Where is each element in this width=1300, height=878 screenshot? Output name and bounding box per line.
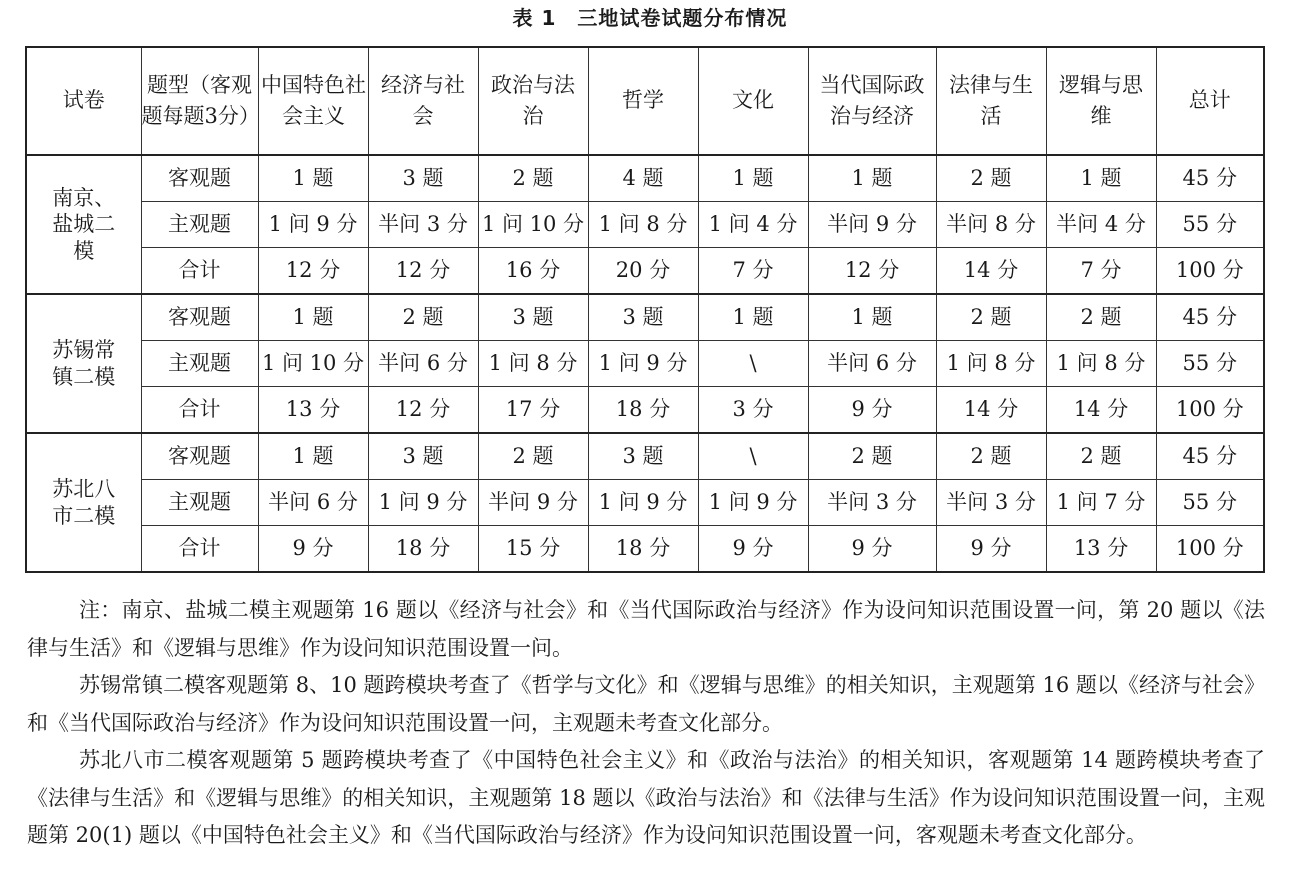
table-cell: 18 分	[588, 526, 698, 573]
table-cell: 1 问 4 分	[698, 202, 808, 248]
header-cell: 中国特色社会主义	[258, 47, 368, 155]
table-cell: 12 分	[368, 387, 478, 434]
table-cell: 3 分	[698, 387, 808, 434]
table-cell: 主观题	[141, 202, 258, 248]
table-cell: 16 分	[478, 248, 588, 295]
header-cell: 当代国际政治与经济	[808, 47, 936, 155]
table-cell: 7 分	[1046, 248, 1156, 295]
table-cell: 100 分	[1156, 526, 1264, 573]
note-paragraph: 苏北八市二模客观题第 5 题跨模块考查了《中国特色社会主义》和《政治与法治》的相关知识，客观题第 14 题跨模块考查了《法律与生活》和《逻辑与思维》的相关知识，主观题第 18 题以《政治与法治》和《法律与生活》作为设问知识范围设置一问，主观题第 20(1) 题以《中国特色社会主义》和《当代国际政治与经济》作为设问知识范围设置一问，客观题未考查文化部分。	[27, 748, 1265, 847]
table-cell: 1 题	[808, 155, 936, 202]
header-cell: 哲学	[588, 47, 698, 155]
table-cell: 合计	[141, 526, 258, 573]
table-cell: 2 题	[1046, 294, 1156, 341]
table-cell: 2 题	[936, 294, 1046, 341]
table-cell: \	[698, 433, 808, 480]
table-cell: 2 题	[936, 155, 1046, 202]
header-cell: 文化	[698, 47, 808, 155]
table-cell: 客观题	[141, 294, 258, 341]
table-cell: 14 分	[1046, 387, 1156, 434]
table-cell: 1 问 9 分	[368, 480, 478, 526]
table-cell: 1 问 9 分	[588, 341, 698, 387]
table-row	[26, 387, 1264, 434]
table-cell: 半问 8 分	[936, 202, 1046, 248]
table-row	[26, 294, 1264, 341]
table-cell: 半问 9 分	[808, 202, 936, 248]
table-cell: 1 题	[1046, 155, 1156, 202]
table-cell: 100 分	[1156, 248, 1264, 295]
table-cell: 半问 6 分	[258, 480, 368, 526]
table-cell: 半问 3 分	[936, 480, 1046, 526]
table-cell: 2 题	[936, 433, 1046, 480]
table-cell: 15 分	[478, 526, 588, 573]
table-row	[26, 480, 1264, 526]
note-paragraph: 苏锡常镇二模客观题第 8、10 题跨模块考查了《哲学与文化》和《逻辑与思维》的相关知识，主观题第 16 题以《经济与社会》和《当代国际政治与经济》作为设问知识范围设置一问，主观题未考查文化部分。	[27, 673, 1265, 735]
table-cell: 3 题	[368, 433, 478, 480]
header-cell: 法律与生活	[936, 47, 1046, 155]
table-cell: 1 问 10 分	[478, 202, 588, 248]
table-cell: 主观题	[141, 341, 258, 387]
header-cell: 政治与法治	[478, 47, 588, 155]
table-cell: 13 分	[258, 387, 368, 434]
exam-name-cell: 苏锡常镇二模	[26, 294, 141, 433]
table-cell: 1 问 8 分	[1046, 341, 1156, 387]
table-cell: 55 分	[1156, 202, 1264, 248]
table-cell: 1 问 10 分	[258, 341, 368, 387]
table-cell: 半问 6 分	[808, 341, 936, 387]
table-cell: 12 分	[808, 248, 936, 295]
table-cell: 14 分	[936, 248, 1046, 295]
table-cell: 18 分	[368, 526, 478, 573]
table-cell: 45 分	[1156, 433, 1264, 480]
table-cell: 3 题	[588, 294, 698, 341]
header-cell: 题型（客观题每题3分）	[141, 47, 258, 155]
table-cell: 半问 9 分	[478, 480, 588, 526]
table-row	[26, 433, 1264, 480]
table-row	[26, 202, 1264, 248]
header-cell: 试卷	[26, 47, 141, 155]
table-cell: 1 问 7 分	[1046, 480, 1156, 526]
table-cell: 13 分	[1046, 526, 1156, 573]
table-cell: 2 题	[808, 433, 936, 480]
table-cell: 9 分	[698, 526, 808, 573]
table-cell: 9 分	[808, 387, 936, 434]
table-cell: 18 分	[588, 387, 698, 434]
table-cell: 半问 4 分	[1046, 202, 1156, 248]
table-cell: 45 分	[1156, 155, 1264, 202]
table-cell: 主观题	[141, 480, 258, 526]
table-cell: 1 问 9 分	[258, 202, 368, 248]
table-cell: 1 问 8 分	[936, 341, 1046, 387]
exam-name-cell: 苏北八市二模	[26, 433, 141, 572]
table-cell: 1 问 8 分	[588, 202, 698, 248]
table-cell: 3 题	[368, 155, 478, 202]
header-cell: 经济与社会	[368, 47, 478, 155]
table-cell: 17 分	[478, 387, 588, 434]
table-cell: 1 问 9 分	[588, 480, 698, 526]
header-row	[26, 47, 1264, 155]
table-cell: 1 问 9 分	[698, 480, 808, 526]
table-row	[26, 248, 1264, 295]
table-row	[26, 526, 1264, 573]
distribution-table	[25, 46, 1265, 573]
table-cell: 半问 3 分	[808, 480, 936, 526]
table-cell: 半问 3 分	[368, 202, 478, 248]
table-cell: 半问 6 分	[368, 341, 478, 387]
table-cell: 客观题	[141, 155, 258, 202]
table-cell: 7 分	[698, 248, 808, 295]
table-cell: 9 分	[258, 526, 368, 573]
table-cell: 20 分	[588, 248, 698, 295]
note-paragraph: 注：南京、盐城二模主观题第 16 题以《经济与社会》和《当代国际政治与经济》作为设问知识范围设置一问，第 20 题以《法律与生活》和《逻辑与思维》作为设问知识范围设置一问。	[27, 598, 1265, 660]
table-cell: 45 分	[1156, 294, 1264, 341]
table-cell: 1 题	[808, 294, 936, 341]
header-cell: 逻辑与思维	[1046, 47, 1156, 155]
table-cell: \	[698, 341, 808, 387]
table-notes	[27, 592, 1265, 855]
table-cell: 2 题	[478, 433, 588, 480]
table-cell: 1 问 8 分	[478, 341, 588, 387]
table-cell: 12 分	[368, 248, 478, 295]
table-cell: 1 题	[698, 155, 808, 202]
table-cell: 100 分	[1156, 387, 1264, 434]
table-cell: 3 题	[588, 433, 698, 480]
table-cell: 1 题	[258, 155, 368, 202]
table-row	[26, 155, 1264, 202]
table-cell: 55 分	[1156, 341, 1264, 387]
header-cell: 总计	[1156, 47, 1264, 155]
table-cell: 9 分	[936, 526, 1046, 573]
table-cell: 4 题	[588, 155, 698, 202]
table-cell: 2 题	[1046, 433, 1156, 480]
table-cell: 1 题	[258, 433, 368, 480]
table-row	[26, 341, 1264, 387]
table-cell: 1 题	[258, 294, 368, 341]
table-cell: 2 题	[368, 294, 478, 341]
table-cell: 9 分	[808, 526, 936, 573]
table-cell: 12 分	[258, 248, 368, 295]
table-cell: 14 分	[936, 387, 1046, 434]
table-cell: 合计	[141, 248, 258, 295]
table-caption: 表 1 三地试卷试题分布情况	[512, 6, 788, 30]
table-cell: 55 分	[1156, 480, 1264, 526]
table-cell: 1 题	[698, 294, 808, 341]
table-cell: 合计	[141, 387, 258, 434]
table-cell: 3 题	[478, 294, 588, 341]
table-cell: 客观题	[141, 433, 258, 480]
table-cell: 2 题	[478, 155, 588, 202]
exam-name-cell: 南京、盐城二模	[26, 155, 141, 294]
